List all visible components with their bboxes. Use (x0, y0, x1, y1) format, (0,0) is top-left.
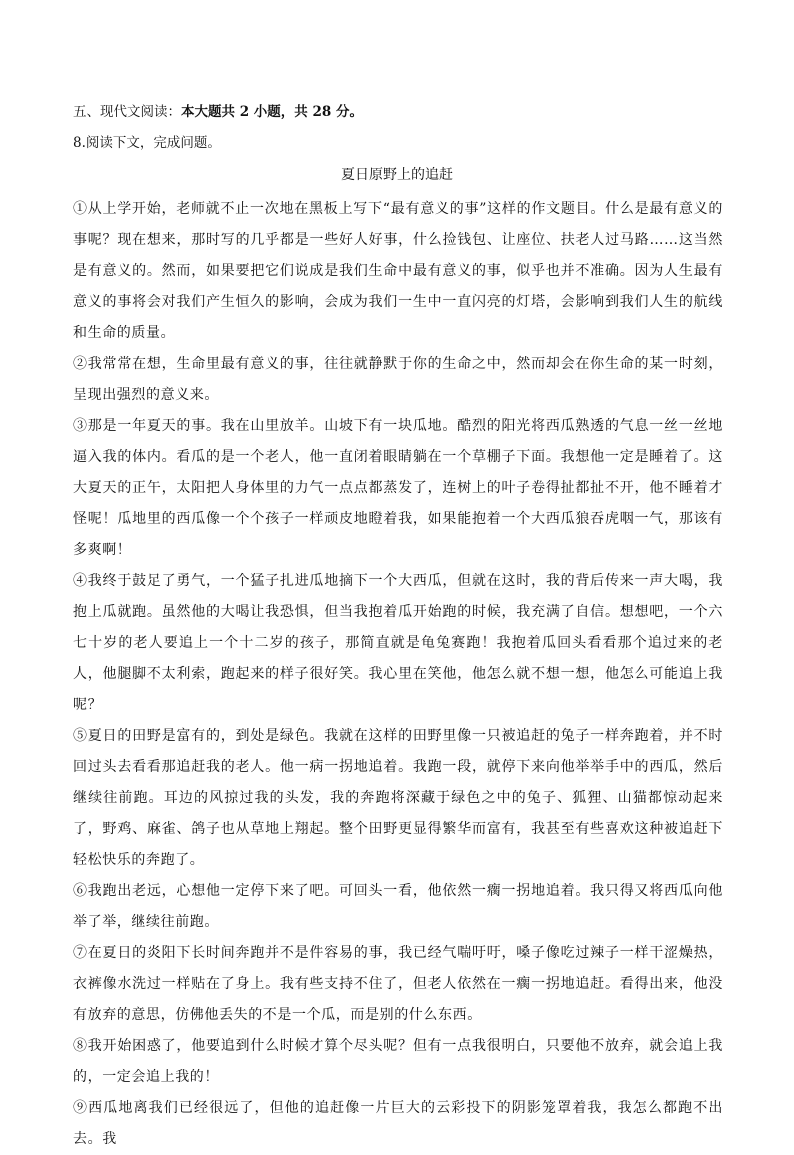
article-title: 夏日原野上的追赶 (341, 167, 453, 183)
article-body (73, 194, 723, 1155)
paragraph-4: ④我终于鼓足了勇气，一个猛子扎进瓜地摘下一个大西瓜，但就在这时，我的背后传来一声大喝，我抱上瓜就跑。虽然他的大喝让我恐惧，但当我抱着瓜开始跑的时候，我充满了自信。想想吧，一个六七十岁的老人要追上一个十二岁的孩子，那简直就是龟兔赛跑！我抱着瓜回头看看那个追过来的老人，他腿脚不太利索，跑起来的样子很好笑。我心里在笑他，他怎么就不想一想，他怎么可能追上我呢？ (73, 573, 723, 713)
paragraph-5: ⑤夏日的田野是富有的，到处是绿色。我就在这样的田野里像一只被追赶的兔子一样奔跑着，并不时回过头去看看那追赶我的老人。他一病一拐地追着。我跑一段，就停下来向他举举手中的西瓜，然后继续往前跑。耳边的风掠过我的头发，我的奔跑将深藏于绿色之中的兔子、狐狸、山猫都惊动起来了，野鸡、麻雀、鸽子也从草地上翔起。整个田野更显得繁华而富有，我甚至有些喜欢这种被追赶下轻松快乐的奔跑了。 (73, 728, 723, 868)
paragraph-8: ⑧我开始困惑了，他要追到什么时候才算个尽头呢？但有一点我很明白，只要他不放弃，就会追上我的，一定会追上我的！ (73, 1038, 723, 1085)
paragraph-2: ②我常常在想，生命里最有意义的事，往往就静默于你的生命之中，然而却会在你生命的某一时刻，呈现出强烈的意义来。 (73, 356, 723, 403)
section-detail: 本大题共 2 小题，共 28 分。 (181, 104, 363, 120)
section-header (73, 101, 363, 123)
question-prompt: 8.阅读下文，完成问题。 (73, 135, 221, 151)
paragraph-1: ①从上学开始，老师就不止一次地在黑板上写下“最有意义的事”这样的作文题目。什么是最有意义的事呢？现在想来，那时写的几乎都是一些好人好事，什么捡钱包、让座位、扶老人过马路……这当然是有意义的。然而，如果要把它们说成是我们生命中最有意义的事，似乎也并不准确。因为人生最有意义的事将会对我们产生恒久的影响，会成为我们一生中一直闪亮的灯塔，会影响到我们人生的航线和生命的质量。 (73, 201, 723, 341)
section-prefix: 五、现代文阅读： (73, 104, 181, 120)
paragraph-9: ⑨西瓜地离我们已经很远了，但他的追赶像一片巨大的云彩投下的阴影笼罩着我，我怎么都跑不出去。我 (73, 1100, 723, 1147)
paragraph-6: ⑥我跑出老远，心想他一定停下来了吧。可回头一看，他依然一瘸一拐地追着。我只得又将西瓜向他举了举，继续往前跑。 (73, 883, 723, 930)
paragraph-7: ⑦在夏日的炎阳下长时间奔跑并不是件容易的事，我已经气喘吁吁，嗓子像吃过辣子一样干涩燥热，衣裤像水洗过一样贴在了身上。我有些支持不住了，但老人依然在一瘸一拐地追赶。看得出来，他没有放弃的意思，仿佛他丢失的不是一个瓜，而是别的什么东西。 (73, 945, 723, 1023)
paragraph-3: ③那是一年夏天的事。我在山里放羊。山坡下有一块瓜地。酷烈的阳光将西瓜熟透的气息一丝一丝地逼入我的体内。看瓜的是一个老人，他一直闭着眼睛躺在一个草棚子下面。我想他一定是睡着了。这大夏天的正午，太阳把人身体里的力气一点点都蒸发了，连树上的叶子卷得扯都扯不开，他不睡着才怪呢！瓜地里的西瓜像一个个孩子一样顽皮地瞪着我，如果能抱着一个大西瓜狼吞虎咽一气，那该有多爽啊！ (73, 418, 723, 558)
